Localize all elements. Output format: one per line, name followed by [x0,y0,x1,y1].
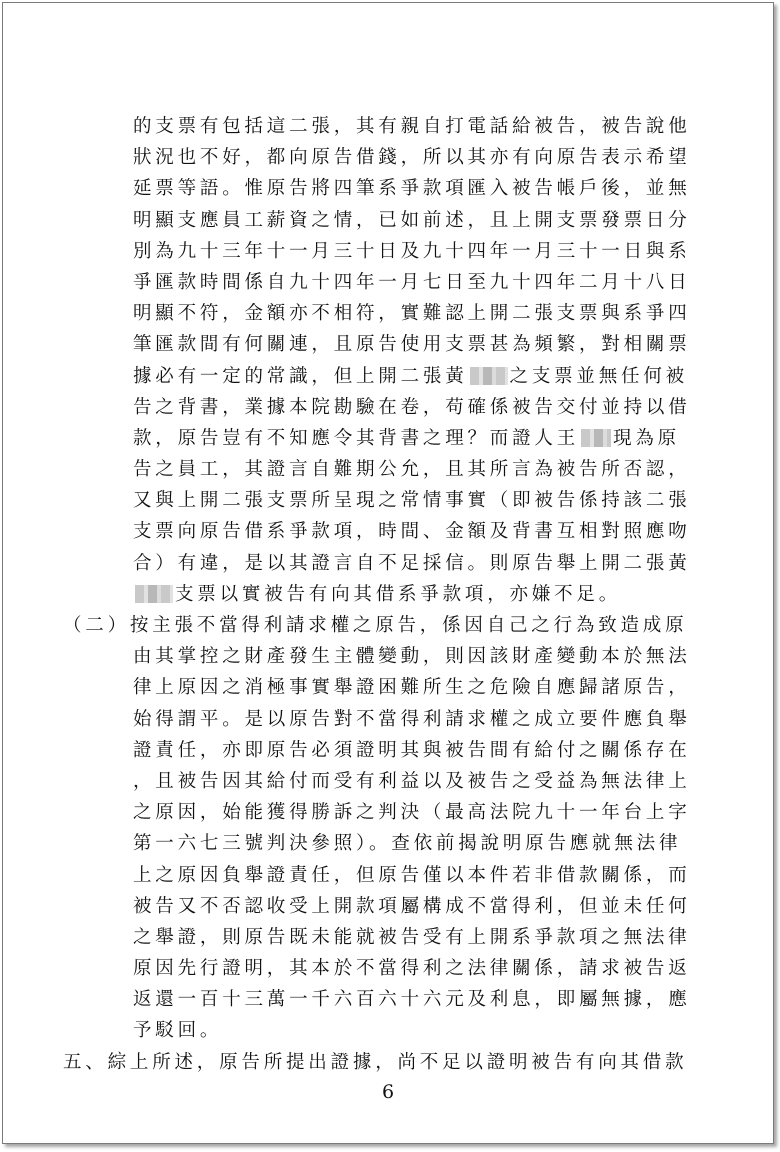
text-segment: 之支票並無任何被 [509,365,688,387]
text-segment: 款，原告豈有不知應令其背書之理？而證人王 [133,427,580,449]
text-segment: 明顯不符，金額亦不相符，實難認上開二張支票與系爭四 [133,303,691,325]
text-line [63,236,713,267]
text-line [63,361,713,392]
text-segment: 第一六七三號判決參照）。查依前揭說明原告應就無法律 [133,833,682,855]
judgment-body-text [63,111,713,1078]
text-segment: 爭匯款時間係自九十四年一月七日至九十四年二月十八日 [133,271,691,293]
text-line [63,953,713,984]
text-segment: 之原因，始能獲得勝訴之判決（最高法院九十一年台上字 [133,802,691,824]
text-segment: 由其掌控之財產發生主體變動，則因該財產變動本於無法 [133,646,691,668]
text-line [63,704,713,735]
text-line [63,610,713,641]
text-segment: 的支票有包括這二張，其有親自打電話給被告，被告說他 [133,116,691,137]
text-segment: 支票向原告借系爭款項，時間、金額及背書互相對照應吻 [133,521,691,543]
text-segment: （二）按主張不當得利請求權之原告，係因自己之行為致造成原 [63,615,688,636]
text-line [63,111,713,142]
text-segment: 被告又不否認收受上開款項屬構成不當得利，但並未任何 [133,895,691,917]
text-segment: 狀況也不好，都向原告借錢，所以其亦有向原告表示希望 [133,147,691,169]
text-segment: 明顯支應員工薪資之情，已如前述，且上開支票發票日分 [133,209,691,231]
text-line [63,922,713,953]
text-segment: 告之背書，業據本院勘驗在卷，苟確係被告交付並持以借 [133,396,691,418]
text-line [63,485,713,516]
text-segment: 延票等語。惟原告將四筆系爭款項匯入被告帳戶後，並無 [133,178,691,200]
redaction-mark [581,429,611,447]
document-page [2,2,774,1144]
text-line [63,672,713,703]
text-segment: 上之原因負舉證責任，但原告僅以本件若非借款關係，而 [133,864,691,886]
page-number: 6 [381,1081,395,1103]
text-line [63,329,713,360]
text-line [63,735,713,766]
text-segment: 證責任，亦即原告必須證明其與被告間有給付之關係存在 [133,739,691,761]
text-segment: 之舉證，則原告既未能就被告受有上開系爭款項之無法律 [133,926,691,948]
text-segment: 筆匯款間有何關連，且原告使用支票甚為頻繁，對相關票 [133,334,691,356]
text-segment: 始得謂平。是以原告對不當得利請求權之成立要件應負舉 [133,708,691,730]
text-line [63,548,713,579]
text-line [63,641,713,672]
text-line [63,828,713,859]
text-segment: 律上原因之消極事實舉證困難所生之危險自應歸諸原告， [133,677,691,699]
text-line [63,860,713,891]
text-line [63,579,713,610]
text-line [63,205,713,236]
text-line [63,1015,713,1046]
redaction-mark [135,585,173,603]
text-segment: 合）有違，是以其證言自不足採信。則原告舉上開二張黃 [133,552,691,574]
text-line [63,423,713,454]
text-line [63,891,713,922]
text-line [63,298,713,329]
text-segment: 別為九十三年十一月三十日及九十四年一月三十一日與系 [133,240,691,262]
text-line [63,984,713,1015]
redaction-mark [470,367,508,385]
text-line [63,142,713,173]
text-line [63,797,713,828]
text-segment: 返還一百十三萬一千六百六十六元及利息，即屬無據，應 [133,989,691,1011]
text-line [63,173,713,204]
text-segment: 原因先行證明，其本於不當得利之法律關係，請求被告返 [133,958,691,980]
text-segment: 告之員工，其證言自難期公允，且其所言為被告所否認， [133,459,691,481]
text-line [63,766,713,797]
text-line [63,267,713,298]
text-segment: 支票以實被告有向其借系爭款項，亦嫌不足。 [175,583,622,605]
text-segment: ，且被告因其給付而受有利益以及被告之受益為無法律上 [133,770,691,792]
text-segment: 現為原 [613,427,680,449]
text-segment: 據必有一定的常識，但上開二張黃 [133,365,468,387]
text-line [63,392,713,423]
text-line [63,1047,713,1078]
text-line [63,516,713,547]
text-segment: 予駁回。 [133,1020,223,1042]
text-line [63,454,713,485]
text-segment: 五、綜上所述，原告所提出證據，尚不足以證明被告有向其借款 [63,1051,688,1073]
text-segment: 又與上開二張支票所呈現之常情事實（即被告係持該二張 [133,490,691,512]
